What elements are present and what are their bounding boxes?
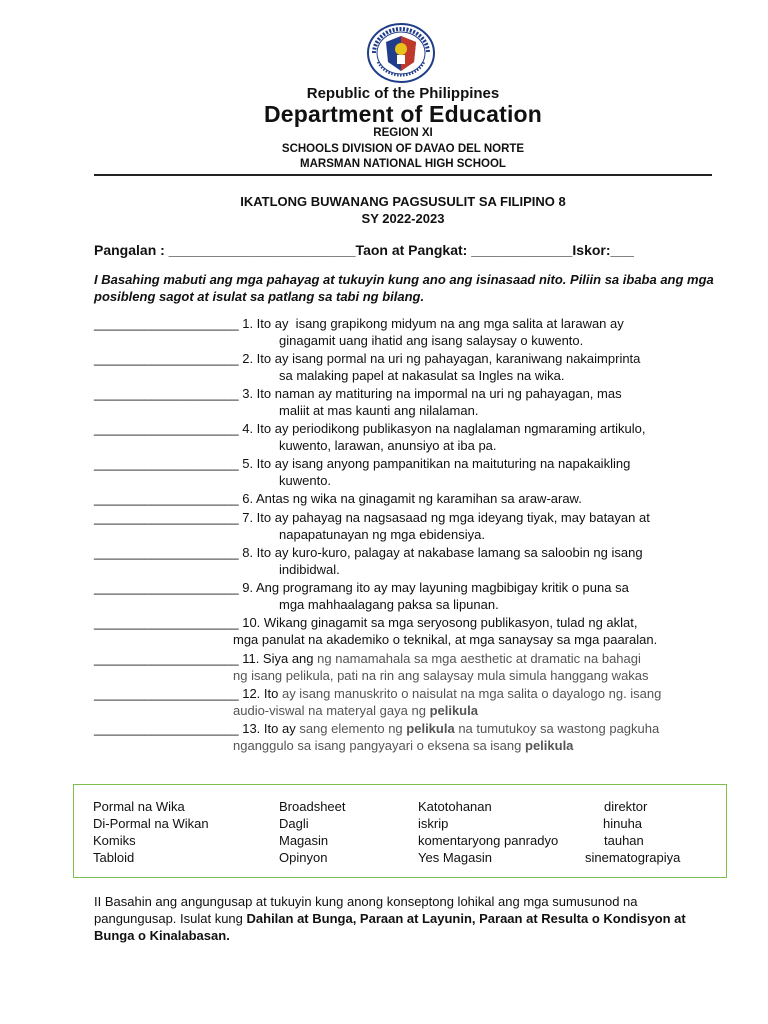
student-info-line: Pangalan : ________________________Taon at Pangkat: _____________Iskor:___ xyxy=(94,242,634,258)
question-item-6: ____________________ 6. Antas ng wika na ginagamit ng karamihan sa araw-araw. xyxy=(94,491,582,506)
part1-instructions: I Basahing mabuti ang mga pahayag at tukuyin kung ano ang isinasaad nito. Piliin sa ibaba ang mga posibleng sagot at isulat sa patlang sa tabi ng bilang. xyxy=(94,272,714,304)
choice-option: tauhan xyxy=(604,833,644,848)
choice-option: Dagli xyxy=(279,816,309,831)
question-item-11: ____________________ 11. Siya ang ng namamahala sa mga aesthetic at dramatic na bahagi ng isang pelikula, pati na rin ang salaysay mula simula hanggang wakas xyxy=(94,651,649,683)
choice-option: Opinyon xyxy=(279,850,328,865)
choice-option: Komiks xyxy=(93,833,136,848)
choice-option: Yes Magasin xyxy=(418,850,492,865)
school-year: SY 2022-2023 xyxy=(361,211,445,226)
choice-option: Pormal na Wika xyxy=(93,799,185,814)
department-heading: Department of Education xyxy=(263,101,543,127)
republic-heading: Republic of the Philippines xyxy=(306,85,500,102)
question-item-5: ____________________ 5. Ito ay isang anyong pampanitikan na maituturing na napakaikling kuwento. xyxy=(94,456,631,488)
deped-seal-icon xyxy=(366,22,436,84)
question-item-12: ____________________ 12. Ito ay isang manuskrito o naisulat na mga salita o dayalogo ng. isang audio-viswal na materyal gaya ng pelikula xyxy=(94,686,662,718)
choice-option: komentaryong panradyo xyxy=(418,833,559,848)
question-item-3: ____________________ 3. Ito naman ay matituring na impormal na uri ng pahayagan, mas maliit at mas kaunti ang nilalaman. xyxy=(94,386,622,418)
question-item-13: ____________________ 13. Ito ay sang elemento ng pelikula na tumutukoy sa wastong pagkuha nganggulo sa isang pangyayari o eksena sa isang pelikula xyxy=(94,721,660,753)
question-item-1: ____________________ 1. Ito ay isang grapikong midyum na ang mga salita at larawan ay ginagamit uang ihatid ang isang salaysay o kuwento. xyxy=(94,316,624,348)
choice-option: sinematograpiya xyxy=(585,850,681,865)
choice-option: Di-Pormal na Wikan xyxy=(93,816,209,831)
question-item-4: ____________________ 4. Ito ay periodikong publikasyon na naglalaman ngmaraming artikulo, kuwento, larawan, anunsiyo at iba pa. xyxy=(94,421,646,453)
header-divider xyxy=(94,174,712,176)
choice-option: Tabloid xyxy=(93,850,135,865)
question-item-2: ____________________ 2. Ito ay isang pormal na uri ng pahayagan, karaniwang nakaimprinta sa malaking papel at nakasulat sa Ingles na wika. xyxy=(94,351,641,383)
division-heading: SCHOOLS DIVISION OF DAVAO DEL NORTE xyxy=(281,143,525,155)
question-item-7: ____________________ 7. Ito ay pahayag na nagsasaad ng mga ideyang tiyak, may batayan at napapatunayan ng mga ebidensiya. xyxy=(94,510,650,542)
school-heading: MARSMAN NATIONAL HIGH SCHOOL xyxy=(300,158,506,170)
choice-option: Broadsheet xyxy=(279,799,346,814)
question-item-9: ____________________ 9. Ang programang ito ay may layuning magbibigay kritik o puna sa mga mahhaalagang paksa sa lipunan. xyxy=(94,580,629,612)
choice-option: Katotohanan xyxy=(418,799,492,814)
choice-option: iskrip xyxy=(418,816,449,831)
exam-title: IKATLONG BUWANANG PAGSUSULIT SA FILIPINO 8 xyxy=(240,194,566,209)
choice-option: direktor xyxy=(604,799,648,814)
question-item-10: ____________________ 10. Wikang ginagamit sa mga seryosong publikasyon, tulad ng aklat, mga panulat na akademiko o teknikal, at mga sanaysay sa mga paaralan. xyxy=(94,615,658,647)
part2-instructions: II Basahin ang angungusap at tukuyin kung anong konseptong lohikal ang mga sumusunod na pangungusap. Isulat kung Dahilan at Bunga, Paraan at Layunin, Paraan at Resulta o Kondisyon at Bunga o Kinalabasan. xyxy=(94,894,686,943)
choice-option: Magasin xyxy=(279,833,329,848)
question-item-8: ____________________ 8. Ito ay kuro-kuro, palagay at nakabase lamang sa saloobin ng isang indibidwal. xyxy=(94,545,643,577)
region-heading: REGION XI xyxy=(373,127,433,139)
choice-option: hinuha xyxy=(603,816,643,831)
